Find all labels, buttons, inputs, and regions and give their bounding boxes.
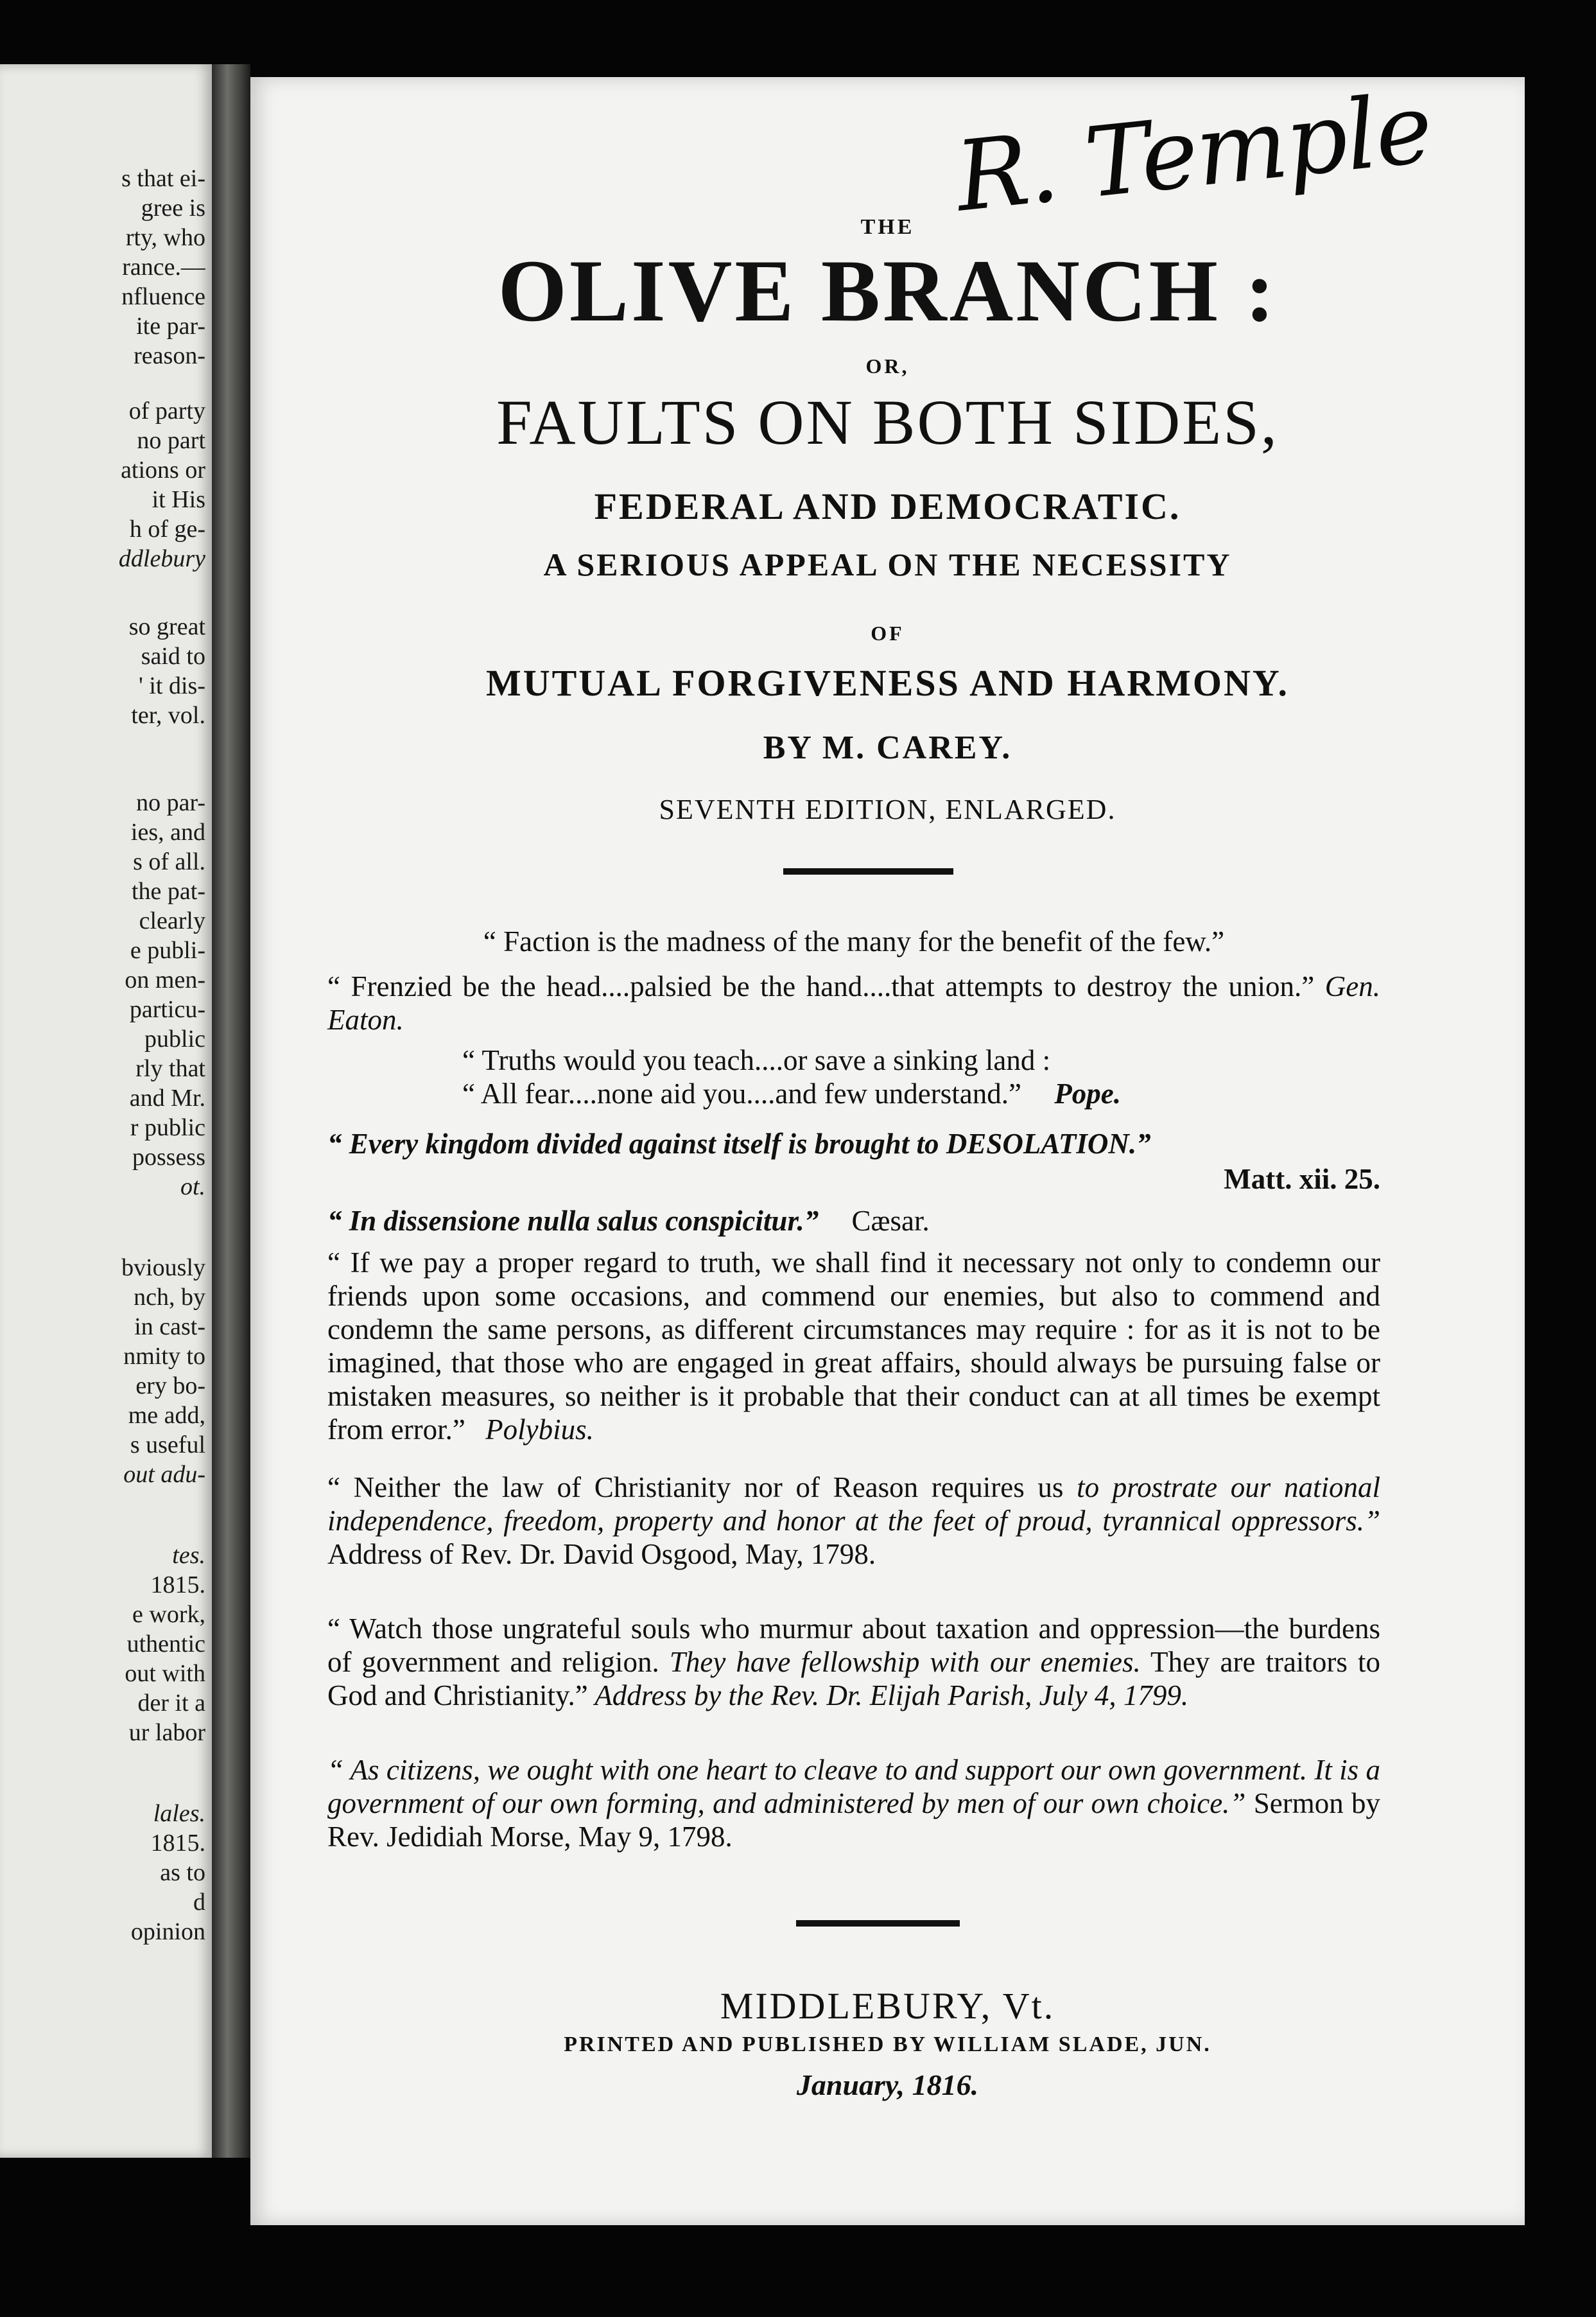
title-page [250, 72, 1525, 2225]
left-page-line: no part [137, 427, 205, 454]
left-page-line: and Mr. [129, 1085, 205, 1112]
left-page-line: ations or [121, 457, 205, 484]
left-page-line: nfluence [121, 283, 205, 310]
imprint-date: January, 1816. [796, 2068, 979, 2101]
quote-osgood-text: “ Neither the law of Christianity nor of Reason requires us [327, 1471, 1077, 1503]
quote-pope-line2: “ All fear....none aid you....and few understand.” [462, 1078, 1021, 1110]
left-page-line: lales. [153, 1800, 205, 1827]
left-page-line: as to [160, 1859, 205, 1886]
left-page-line: rly that [135, 1055, 205, 1082]
quote-pope-attribution: Pope. [1054, 1078, 1121, 1110]
left-page-line: der it a [137, 1690, 205, 1717]
left-page-line: in cast- [134, 1313, 205, 1340]
left-facing-page [0, 64, 212, 2158]
title-or: OR, [865, 354, 910, 378]
left-page-line: ur labor [128, 1719, 205, 1746]
quote-faction: “ Faction is the madness of the many for the benefit of the few.” [483, 925, 1225, 957]
line-appeal: A SERIOUS APPEAL ON THE NECESSITY [543, 546, 1232, 582]
left-page-line: d [193, 1889, 205, 1916]
quote-caesar-text: “ In dissensione nulla salus conspicitur.” [327, 1205, 819, 1237]
quote-osgood-italic: to prostrate our national independence, freedom, property and honor at the feet of proud, tyrannical oppressors.” [327, 1471, 1380, 1537]
quote-osgood-attribution: Address of Rev. Dr. David Osgood, May, 1798. [327, 1538, 876, 1570]
left-page-line: ies, and [130, 819, 205, 846]
left-page-line: 1815. [150, 1571, 205, 1598]
left-page-line: so great [128, 613, 205, 640]
left-page-line: on men- [125, 966, 205, 993]
left-page-line: out with [125, 1660, 205, 1687]
left-page-line: nch, by [134, 1284, 205, 1311]
left-page-line: it His [152, 486, 205, 513]
left-page-line: out adu- [123, 1461, 205, 1488]
left-page-line: bviously [121, 1254, 205, 1281]
left-page-line: no par- [136, 789, 205, 816]
left-page-line: uthentic [126, 1631, 205, 1657]
left-page-line: me add, [128, 1402, 205, 1429]
line-federal: FEDERAL AND DEMOCRATIC. [594, 485, 1181, 527]
left-page-line: e work, [132, 1601, 205, 1628]
subtitle: FAULTS ON BOTH SIDES, [496, 387, 1279, 458]
left-page-line: reason- [134, 342, 205, 369]
left-page-line: s of all. [133, 848, 205, 875]
left-page-line: ite par- [136, 313, 205, 340]
left-page-line: of party [128, 398, 205, 424]
quote-parish-text: “ Watch those ungrateful souls who murmur about taxation and oppression—the burdens of government and religion. [327, 1613, 1380, 1678]
left-page-line: gree is [141, 195, 205, 222]
quote-osgood [327, 1471, 1380, 1571]
line-mutual: MUTUAL FORGIVENESS AND HARMONY. [486, 662, 1289, 704]
left-page-line: ot. [180, 1173, 205, 1200]
left-page-line: the pat- [131, 878, 205, 905]
quote-morse-text: “ As citizens, we ought with one heart to cleave to and support our own government. It is a government of our own forming, and administered by men of our own choice.” [327, 1754, 1380, 1819]
quote-morse [327, 1753, 1380, 1853]
left-page-line: particu- [129, 996, 205, 1023]
quote-matthew: “ Every kingdom divided against itself is brought to DESOLATION.” [327, 1128, 1151, 1160]
quote-parish-attribution: Address by the Rev. Dr. Elijah Parish, July 4, 1799. [587, 1679, 1189, 1711]
left-page-line: clearly [139, 907, 205, 934]
left-page-line: nmity to [123, 1343, 205, 1370]
left-page-line: rty, who [125, 224, 205, 251]
imprint-place: MIDDLEBURY, Vt. [720, 1985, 1055, 2027]
author: BY M. CAREY. [763, 730, 1012, 766]
left-page-line: ' it dis- [139, 672, 205, 699]
left-page-line: said to [141, 643, 205, 670]
left-page-line: possess [132, 1144, 205, 1171]
left-page-line: ddlebury [118, 545, 205, 572]
quote-eaton-text: “ Frenzied be the head....palsied be the hand....that attempts to destroy the union.” [327, 970, 1315, 1002]
left-page-line: ery bo- [135, 1372, 205, 1399]
owner-signature: R. Temple [950, 72, 1437, 234]
book-gutter [212, 64, 250, 2158]
quote-polybius-attribution: Polybius. [485, 1413, 594, 1446]
quote-parish-italic: They have fellowship with our enemies. [669, 1646, 1141, 1678]
quote-pope-line1: “ Truths would you teach....or save a sinking land : [462, 1044, 1051, 1076]
left-page-line: r public [130, 1114, 205, 1141]
quote-parish-text-2: They are traitors to God and Christianity.” [327, 1646, 1380, 1711]
quote-caesar-attribution: Cæsar. [851, 1205, 930, 1237]
left-page-line: public [144, 1026, 205, 1053]
ornamental-rule-bottom [796, 1920, 960, 1927]
left-page-line: tes. [172, 1542, 205, 1569]
line-of: OF [871, 622, 905, 645]
quote-eaton [327, 970, 1380, 1036]
quote-caesar [327, 1204, 1380, 1237]
main-title: OLIVE BRANCH : [498, 241, 1278, 340]
ornamental-rule-top [783, 868, 953, 875]
quote-polybius-text: “ If we pay a proper regard to truth, we shall find it necessary not only to condemn our friends upon some occasions, and commend our enemies, but also to commend and condemn the same persons, as different circumstances may require : for as it is not to be imagined, that those who are engaged in great affairs, should always be pursuing false or mistaken measures, so neither is it probable that their conduct can at all times be exempt from error.” [327, 1246, 1380, 1446]
quote-eaton-attribution: Gen. Eaton. [327, 970, 1381, 1036]
left-page-line: opinion [130, 1918, 205, 1945]
quote-pope [462, 1044, 1374, 1110]
quote-polybius [327, 1246, 1380, 1446]
left-page-line: rance.— [122, 254, 205, 281]
quote-matthew-attribution: Matt. xii. 25. [1224, 1163, 1380, 1195]
quote-parish [327, 1612, 1380, 1712]
left-page-line: 1815. [150, 1830, 205, 1857]
left-page-line: h of ge- [129, 516, 205, 543]
left-page-line: s that ei- [121, 165, 205, 192]
imprint-printer: PRINTED AND PUBLISHED BY WILLIAM SLADE, JUN. [564, 2033, 1211, 2056]
title-the: THE [860, 215, 915, 239]
edition: SEVENTH EDITION, ENLARGED. [659, 794, 1116, 825]
left-page-line: e publi- [130, 937, 205, 964]
left-page-line: s useful [130, 1431, 205, 1458]
left-page-line: ter, vol. [131, 702, 205, 729]
quote-morse-attribution: Sermon by Rev. Jedidiah Morse, May 9, 1798. [327, 1787, 1380, 1853]
